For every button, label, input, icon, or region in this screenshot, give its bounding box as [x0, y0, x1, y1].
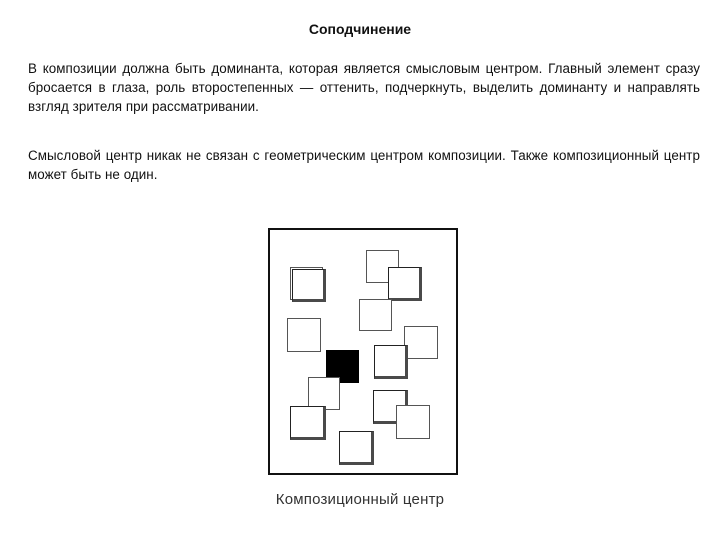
paragraph-dominant: В композиции должна быть доминанта, которая является смысловым центром. Главный элемент сразу бросается в глаза, роль второстепенных — оттенить, подчеркнуть, выделить доминанту и направлять взгляд зрителя при рассматривании.: [28, 61, 700, 114]
square: [292, 269, 326, 302]
square: [339, 431, 374, 465]
page-title: Соподчинение: [308, 21, 412, 37]
paragraph-center: Смысловой центр никак не связан с геометрическим центром композиции. Также композиционный центр может быть не один.: [28, 148, 700, 182]
square: [396, 405, 430, 439]
square: [287, 318, 321, 352]
square: [388, 267, 422, 301]
square: [374, 345, 408, 379]
square: [290, 406, 326, 440]
figure-caption: Композиционный центр: [275, 491, 445, 508]
square: [359, 299, 392, 331]
composition-frame: [268, 228, 458, 475]
square: [404, 326, 438, 359]
